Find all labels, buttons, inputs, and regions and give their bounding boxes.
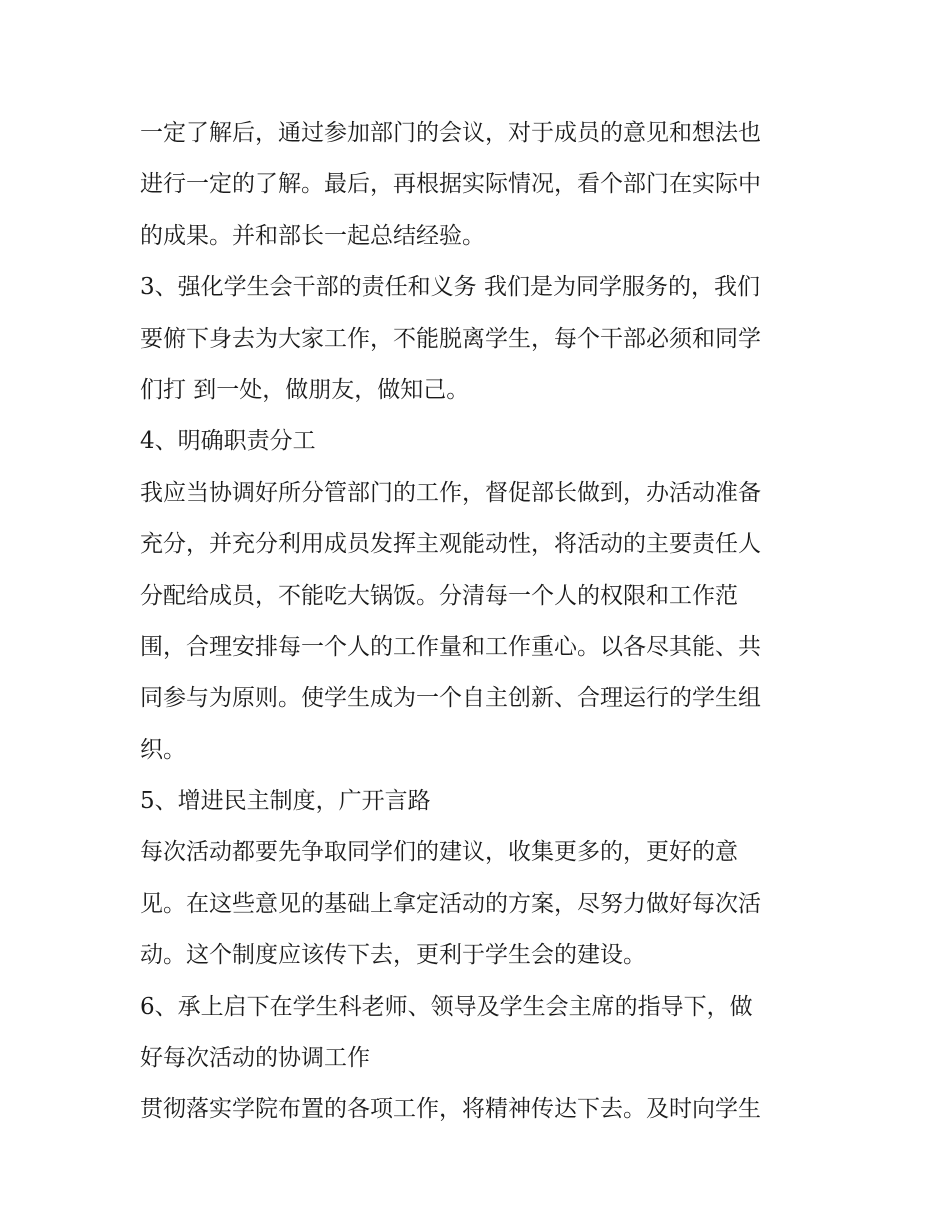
paragraph-line: 的成果。并和部长一起总结经验。 [140,222,485,249]
document-body [140,108,820,1136]
paragraph-line: 围，合理安排每一个人的工作量和工作重心。以各尽其能、共 [140,633,761,660]
paragraph-line: 每次活动都要先争取同学们的建议，收集更多的，更好的意 [140,839,738,866]
section-heading-5: 5、增进民主制度，广开言路 [140,788,431,815]
paragraph-line: 充分，并充分利用成员发挥主观能动性，将活动的主要责任人 [140,531,761,558]
paragraph-line: 一定了解后，通过参加部门的会议，对于成员的意见和想法也 [140,120,761,146]
section-heading-3: 3、强化学生会干部的责任和义务 我们是为同学服务的，我们 [140,274,760,301]
section-heading-4: 4、明确职责分工 [140,428,316,455]
paragraph-line: 贯彻落实学院布置的各项工作，将精神传达下去。及时向学生 [140,1096,761,1123]
paragraph-line: 们打 到一处，做朋友，做知己。 [140,376,470,403]
paragraph-line: 织。 [140,736,186,763]
paragraph-line: 见。在这些意见的基础上拿定活动的方案，尽努力做好每次活 [140,890,761,917]
section-heading-6-cont: 好每次活动的协调工作 [140,1045,370,1072]
paragraph-line: 同参与为原则。使学生成为一个自主创新、合理运行的学生组 [140,685,761,712]
paragraph-line: 要俯下身去为大家工作，不能脱离学生，每个干部必须和同学 [140,325,761,352]
paragraph-line: 进行一定的了解。最后，再根据实际情况，看个部门在实际中 [140,171,761,198]
paragraph-line: 我应当协调好所分管部门的工作，督促部长做到，办活动准备 [140,479,761,506]
paragraph-line: 动。这个制度应该传下去，更利于学生会的建设。 [140,942,646,969]
paragraph-line: 分配给成员，不能吃大锅饭。分清每一个人的权限和工作范 [140,582,738,609]
section-heading-6: 6、承上启下在学生科老师、领导及学生会主席的指导下，做 [140,993,753,1020]
